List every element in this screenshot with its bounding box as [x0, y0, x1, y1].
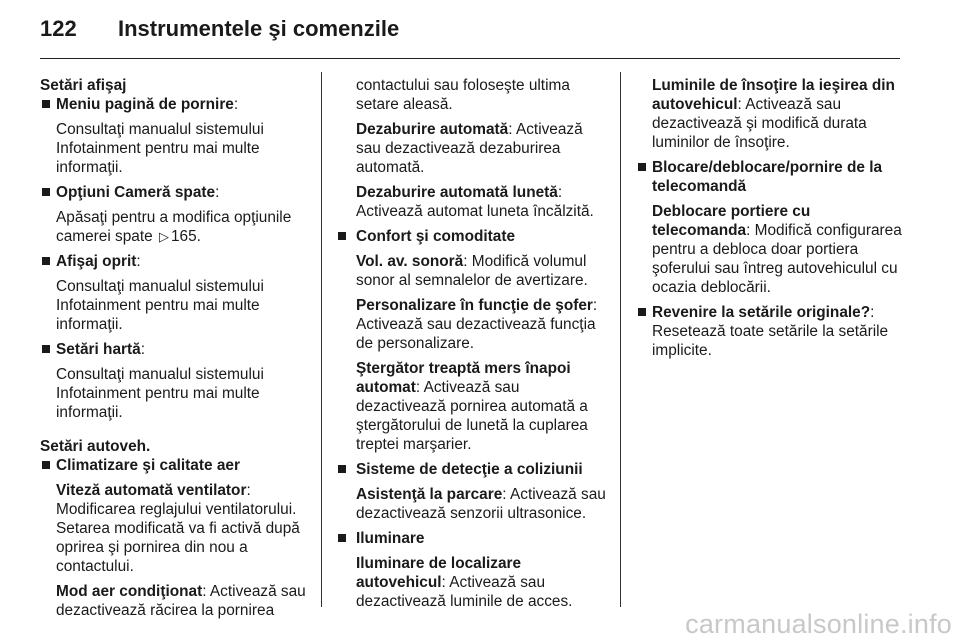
- sub-item: Iluminare de localizare autovehicul: Activează sau dezactivează luminile de acces.: [356, 555, 573, 610]
- page-number: 122: [40, 16, 77, 41]
- square-bullet-icon: [338, 534, 346, 542]
- square-bullet-icon: [638, 308, 646, 316]
- page-title: Instrumentele şi comenzile: [118, 16, 400, 41]
- sub-item: Vol. av. sonoră: Modifică volumul sonor al semnalelor de avertizare.: [356, 253, 588, 289]
- page-header: [40, 16, 399, 42]
- page-reference[interactable]: 165.: [170, 228, 201, 245]
- section-title-display: Setări afişaj: [40, 77, 127, 94]
- sub-item: Personalizare în funcţie de şofer: Activează sau dezactivează funcţia de personalizare.: [356, 297, 598, 352]
- square-bullet-icon: [338, 232, 346, 240]
- square-bullet-icon: [42, 345, 50, 353]
- sub-item: Luminile de însoţire la ieşirea din autovehicul: Activează sau dezactivează şi modifică durata luminilor de însoţire.: [652, 77, 895, 151]
- list-item: Revenire la setările originale?: Resetează toate setările la setările implicite.: [636, 303, 904, 360]
- square-bullet-icon: [42, 461, 50, 469]
- sub-item: Mod aer condiţionat: Activează sau dezactivează răcirea la pornirea: [56, 583, 306, 619]
- sub-item: Dezaburire automată: Activează sau dezactivează dezaburirea automată.: [356, 121, 583, 176]
- list-item: Confort şi comoditate: [336, 227, 606, 246]
- square-bullet-icon: [638, 163, 646, 171]
- section-title-vehicle: Setări autoveh.: [40, 438, 151, 455]
- column-3: [636, 76, 904, 366]
- list-item: Afişaj oprit: Consultaţi manualul sistemului Infotainment pentru mai multe informaţii.: [40, 252, 308, 334]
- list-item: Climatizare şi calitate aer: [40, 456, 308, 475]
- square-bullet-icon: [42, 188, 50, 196]
- column-1: [40, 76, 308, 626]
- sub-item: Deblocare portiere cu telecomanda: Modifică configurarea pentru a debloca doar portiera şoferului sau întreg autovehiculul cu ocazia deblocării.: [652, 203, 902, 296]
- list-item: Iluminare: [336, 529, 606, 548]
- sub-item: Dezaburire automată lunetă: Activează automat luneta încălzită.: [356, 184, 594, 220]
- column-divider-2: [620, 72, 621, 607]
- arrow-right-icon[interactable]: ▷: [158, 229, 169, 244]
- header-rule: [40, 58, 900, 59]
- sub-item: Ştergător treaptă mers înapoi automat: Activează sau dezactivează pornirea automată a ştergătorului de lunetă la cuplarea treptei marşarier.: [356, 360, 588, 453]
- square-bullet-icon: [42, 257, 50, 265]
- list-item: Sisteme de detecţie a coliziunii: [336, 460, 606, 479]
- sub-item: Asistenţă la parcare: Activează sau dezactivează senzorii ultrasonice.: [356, 486, 606, 522]
- sub-item: Viteză automată ventilator: Modificarea reglajului ventilatorului. Setarea modificată va fi activă după oprirea şi pornirea din nou a contactului.: [56, 482, 300, 575]
- list-item: Meniu pagină de pornire: Consultaţi manualul sistemului Infotainment pentru mai multe informaţii.: [40, 95, 308, 177]
- list-item: Opţiuni Cameră spate: Apăsaţi pentru a modifica opţiunile camerei spate ▷ 165.: [40, 183, 308, 246]
- list-item: Blocare/deblocare/pornire de la telecomandă: [636, 158, 904, 196]
- list-item: Setări hartă: Consultaţi manualul sistemului Infotainment pentru mai multe informaţii.: [40, 340, 308, 422]
- square-bullet-icon: [42, 100, 50, 108]
- column-2: contactului sau foloseşte ultima setare aleasă. Dezaburire automată: Activează sau dezactivează dezaburirea automată. Dezaburire automată lunetă: Activează automat luneta încălzită. Confort şi comoditate Vol. av. sonoră: Modifică volumul sonor al semnalelor de avertizare. Personalizare în funcţie de şofer: Activează sau dezactivează funcţia de personalizare. Ştergător treaptă mers înapoi automat: Activează sau dezactivează pornirea automată a ştergătorului de lunetă la cuplarea treptei marşarier. Sisteme de detecţie a coliziunii Asistenţă la parcare: Activează sau dezactivează senzorii ultrasonice. Iluminare Iluminare de localizare autovehicul: Activează sau dezactivează luminile de acces.: [336, 76, 606, 617]
- square-bullet-icon: [338, 465, 346, 473]
- watermark: carmanualsonline.info: [685, 609, 952, 639]
- column-divider-1: [321, 72, 322, 607]
